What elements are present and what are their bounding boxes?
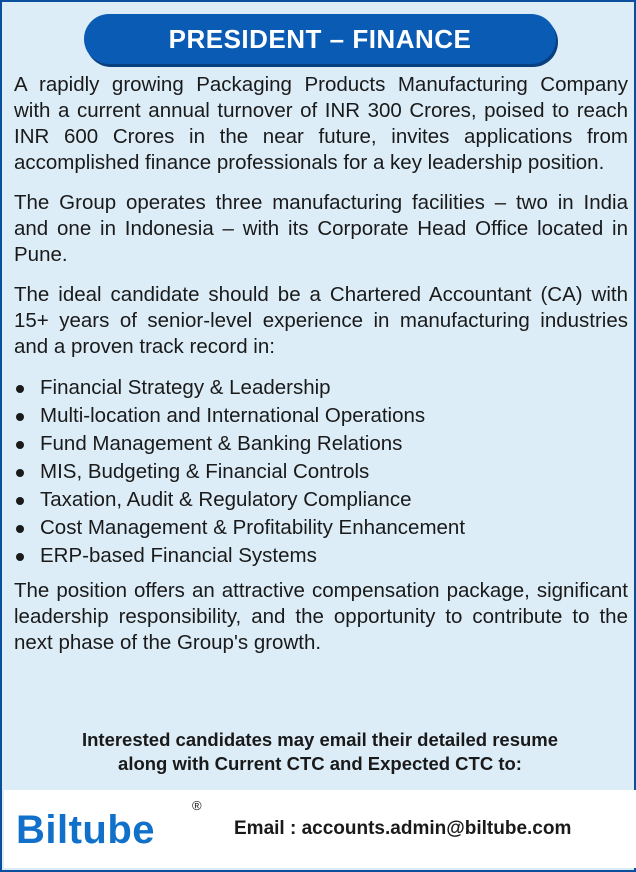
list-item <box>14 458 628 486</box>
list-item-text: ERP-based Financial Systems <box>40 544 317 567</box>
list-item <box>14 542 628 570</box>
list-item-text: Fund Management & Banking Relations <box>40 432 403 455</box>
bullet-icon <box>16 413 24 421</box>
company-logo: Biltube <box>16 808 156 852</box>
page-title: PRESIDENT – FINANCE <box>168 23 472 54</box>
list-item <box>14 430 628 458</box>
list-item <box>14 514 628 542</box>
list-item-text: Cost Management & Profitability Enhancement <box>40 516 466 539</box>
list-item <box>14 486 628 514</box>
registered-mark-icon: ® <box>192 798 202 813</box>
intro-paragraph: A rapidly growing Packaging Products Manufacturing Company with a current annual turnover of INR 300 Crores, poised to reach INR 600 Crores in the near future, invites applications from accomplished finance professionals for a key leadership position. <box>14 73 628 174</box>
requirements-list <box>14 374 628 570</box>
list-item <box>14 402 628 430</box>
list-item-text: Taxation, Audit & Regulatory Compliance <box>40 488 412 511</box>
bullet-icon <box>16 497 24 505</box>
bullet-icon <box>16 469 24 477</box>
closing-paragraph: The position offers an attractive compensation package, significant leadership responsibility, and the opportunity to contribute to the next phase of the Group's growth. <box>14 579 628 654</box>
candidate-paragraph: The ideal candidate should be a Chartered Accountant (CA) with 15+ years of senior-level experience in manufacturing industries and a proven track record in: <box>14 283 628 358</box>
cta-line-2: along with Current CTC and Expected CTC to: <box>118 753 522 774</box>
title-banner <box>84 14 556 64</box>
group-paragraph: The Group operates three manufacturing facilities – two in India and one in Indonesia – with its Corporate Head Office located in Pune. <box>14 191 628 266</box>
ad-body <box>14 72 628 670</box>
call-to-action <box>2 728 636 776</box>
footer-bar <box>4 790 636 868</box>
list-item-text: Multi-location and International Operations <box>40 404 426 427</box>
cta-line-1: Interested candidates may email their detailed resume <box>81 729 559 750</box>
list-item-text: MIS, Budgeting & Financial Controls <box>40 460 370 483</box>
list-item-text: Financial Strategy & Leadership <box>40 376 331 399</box>
bullet-icon <box>16 553 24 561</box>
bullet-icon <box>16 525 24 533</box>
list-item <box>14 374 628 402</box>
email-contact[interactable]: Email : accounts.admin@biltube.com <box>234 818 572 839</box>
bullet-icon <box>16 441 24 449</box>
bullet-icon <box>16 385 24 393</box>
